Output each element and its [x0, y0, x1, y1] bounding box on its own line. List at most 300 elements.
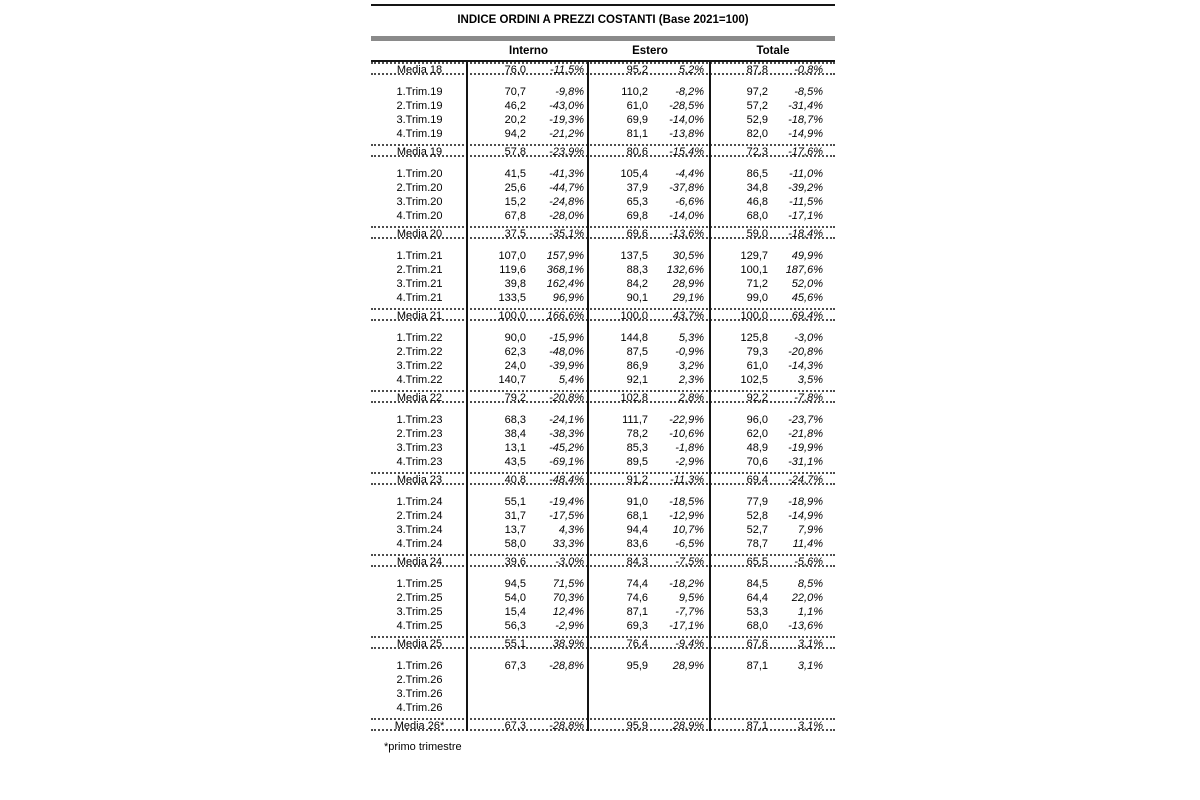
interno-value: 43,5 [504, 456, 526, 468]
quarter-row [371, 195, 835, 209]
estero-pct: 29,1% [672, 292, 704, 304]
interno-value: 140,7 [498, 374, 526, 386]
media-row [371, 226, 835, 239]
row-label: 1.Trim.26 [396, 660, 443, 672]
estero-pct: -18,2% [669, 578, 704, 590]
estero-pct: 3,2% [678, 360, 704, 372]
totale-value: 79,3 [746, 346, 768, 358]
totale-pct: -7,8% [794, 392, 823, 404]
quarter-row [371, 127, 835, 141]
orders-index-table [371, 4, 835, 753]
interno-value [468, 673, 526, 687]
interno-value: 76,0 [504, 64, 526, 76]
interno-value [468, 687, 526, 701]
totale-pct: 7,9% [797, 524, 823, 536]
row-label: 2.Trim.20 [396, 182, 443, 194]
row-label: 4.Trim.22 [396, 374, 443, 386]
interno-pct: -44,7% [549, 182, 584, 194]
quarter-row [371, 509, 835, 523]
row-label: 3.Trim.24 [396, 524, 443, 536]
media-row [371, 390, 835, 403]
estero-pct: -13,8% [669, 128, 704, 140]
totale-value: 87,1 [746, 720, 768, 732]
quarter-row [371, 673, 835, 687]
row-label: 4.Trim.25 [396, 620, 443, 632]
interno-value: 67,8 [504, 210, 526, 222]
interno-value: 13,7 [504, 524, 526, 536]
estero-pct [648, 673, 711, 687]
quarter-row [371, 413, 835, 427]
interno-pct [526, 701, 589, 715]
row-label: Media 20 [396, 228, 443, 240]
footnote: *primo trimestre [384, 741, 462, 753]
totale-value: 52,8 [746, 510, 768, 522]
estero-pct: 30,5% [672, 250, 704, 262]
estero-value: 89,5 [626, 456, 648, 468]
totale-pct: -21,8% [788, 428, 823, 440]
totale-value: 65,5 [746, 556, 768, 568]
totale-pct: 187,6% [785, 264, 823, 276]
estero-value: 87,1 [626, 606, 648, 618]
quarter-row [371, 263, 835, 277]
estero-pct [648, 687, 711, 701]
interno-value: 24,0 [504, 360, 526, 372]
estero-pct: -28,5% [669, 100, 704, 112]
interno-value: 70,7 [504, 86, 526, 98]
totale-value [711, 701, 768, 715]
quarter-row [371, 181, 835, 195]
row-label: 3.Trim.26 [396, 688, 443, 700]
quarter-row [371, 441, 835, 455]
interno-pct: 368,1% [546, 264, 584, 276]
totale-value: 78,7 [746, 538, 768, 550]
quarter-row [371, 523, 835, 537]
totale-value: 97,2 [746, 86, 768, 98]
interno-pct: -21,2% [549, 128, 584, 140]
estero-value: 137,5 [620, 250, 648, 262]
row-label: 1.Trim.19 [396, 86, 443, 98]
estero-value: 84,3 [626, 556, 648, 568]
interno-pct: -38,3% [549, 428, 584, 440]
totale-value: 69,4 [746, 474, 768, 486]
totale-pct [768, 701, 835, 715]
totale-pct: 45,6% [791, 292, 823, 304]
row-label: 3.Trim.20 [396, 196, 443, 208]
interno-value [468, 701, 526, 715]
row-label: 2.Trim.25 [396, 592, 443, 604]
column-header-interno: Interno [509, 44, 548, 57]
interno-pct: 12,4% [552, 606, 584, 618]
totale-pct: -17,6% [788, 146, 823, 158]
estero-pct: 5,2% [678, 64, 704, 76]
estero-pct: 2,3% [678, 374, 704, 386]
totale-pct: -31,4% [788, 100, 823, 112]
totale-pct: -18,7% [788, 114, 823, 126]
totale-pct: -14,9% [788, 510, 823, 522]
quarter-row [371, 455, 835, 469]
estero-value [589, 701, 648, 715]
media-row [371, 636, 835, 649]
interno-pct: -48,0% [549, 346, 584, 358]
estero-pct: -10,6% [669, 428, 704, 440]
interno-pct: -20,8% [549, 392, 584, 404]
estero-value: 85,3 [626, 442, 648, 454]
quarter-row [371, 495, 835, 509]
totale-value: 67,6 [746, 638, 768, 650]
totale-value: 92,2 [746, 392, 768, 404]
interno-pct: -19,3% [549, 114, 584, 126]
interno-pct: -45,2% [549, 442, 584, 454]
quarter-row [371, 659, 835, 673]
row-label: 1.Trim.22 [396, 332, 443, 344]
totale-pct: 49,9% [791, 250, 823, 262]
totale-value: 125,8 [740, 332, 768, 344]
estero-pct: 9,5% [678, 592, 704, 604]
interno-pct: 157,9% [546, 250, 584, 262]
quarter-row [371, 577, 835, 591]
totale-value: 59,0 [746, 228, 768, 240]
interno-value: 58,0 [504, 538, 526, 550]
totale-pct: -18,9% [788, 496, 823, 508]
quarter-row [371, 99, 835, 113]
row-label: 4.Trim.20 [396, 210, 443, 222]
interno-pct: -15,9% [549, 332, 584, 344]
quarter-row [371, 209, 835, 223]
estero-pct: -7,7% [675, 606, 704, 618]
interno-pct: -24,1% [549, 414, 584, 426]
estero-pct: 2,8% [678, 392, 704, 404]
row-label: 2.Trim.26 [396, 674, 443, 686]
report-title: INDICE ORDINI A PREZZI COSTANTI (Base 2021=100) [457, 14, 749, 26]
totale-value: 57,2 [746, 100, 768, 112]
totale-pct: -8,5% [794, 86, 823, 98]
row-label: Media 22 [396, 392, 443, 404]
estero-value: 69,9 [626, 114, 648, 126]
column-headers [371, 41, 835, 60]
estero-value: 61,0 [626, 100, 648, 112]
interno-pct: 162,4% [546, 278, 584, 290]
interno-value: 15,2 [504, 196, 526, 208]
quarter-row [371, 619, 835, 633]
quarter-row [371, 591, 835, 605]
interno-value: 55,1 [504, 496, 526, 508]
row-label: 4.Trim.19 [396, 128, 443, 140]
interno-value: 79,2 [504, 392, 526, 404]
interno-value: 25,6 [504, 182, 526, 194]
interno-pct: -28,8% [549, 660, 584, 672]
quarter-row [371, 167, 835, 181]
interno-pct: 166,6% [546, 310, 584, 322]
estero-value: 74,4 [626, 578, 648, 590]
interno-pct [526, 687, 589, 701]
totale-value: 52,9 [746, 114, 768, 126]
interno-value: 40,8 [504, 474, 526, 486]
interno-pct: -23,9% [549, 146, 584, 158]
quarter-row [371, 249, 835, 263]
row-label: 4.Trim.26 [396, 702, 443, 714]
interno-value: 90,0 [504, 332, 526, 344]
totale-pct: -24,7% [788, 474, 823, 486]
interno-value: 67,3 [504, 660, 526, 672]
media-row [371, 62, 835, 75]
table-body [371, 60, 835, 731]
estero-value: 91,0 [626, 496, 648, 508]
quarter-row [371, 701, 835, 715]
totale-value: 46,8 [746, 196, 768, 208]
row-label: Media 19 [396, 146, 443, 158]
estero-value: 100,0 [620, 310, 648, 322]
row-label: 2.Trim.21 [396, 264, 443, 276]
totale-pct [768, 687, 835, 701]
row-label: Media 26* [394, 720, 445, 732]
interno-value: 55,1 [504, 638, 526, 650]
estero-value: 76,4 [626, 638, 648, 650]
totale-pct: -14,3% [788, 360, 823, 372]
totale-value: 53,3 [746, 606, 768, 618]
interno-value: 13,1 [504, 442, 526, 454]
interno-value: 107,0 [498, 250, 526, 262]
quarter-row [371, 277, 835, 291]
interno-pct: 96,9% [552, 292, 584, 304]
estero-pct: -17,1% [669, 620, 704, 632]
estero-pct: 28,9% [672, 278, 704, 290]
estero-pct: 28,9% [672, 660, 704, 672]
interno-pct: -3,0% [555, 556, 584, 568]
estero-pct: -1,8% [675, 442, 704, 454]
estero-value: 84,2 [626, 278, 648, 290]
interno-value: 94,2 [504, 128, 526, 140]
interno-value: 39,8 [504, 278, 526, 290]
media-row [371, 472, 835, 485]
estero-value: 90,1 [626, 292, 648, 304]
interno-value: 67,3 [504, 720, 526, 732]
interno-value: 68,3 [504, 414, 526, 426]
estero-value: 69,3 [626, 620, 648, 632]
estero-value: 95,9 [626, 720, 648, 732]
row-label: 2.Trim.24 [396, 510, 443, 522]
estero-pct: 5,3% [678, 332, 704, 344]
interno-pct: -39,9% [549, 360, 584, 372]
estero-value: 110,2 [621, 86, 648, 98]
estero-pct: -13,6% [669, 228, 704, 240]
quarter-row [371, 113, 835, 127]
estero-pct: -0,9% [675, 346, 704, 358]
estero-value: 37,9 [626, 182, 648, 194]
estero-value: 83,6 [626, 538, 648, 550]
estero-pct: -14,0% [669, 114, 704, 126]
interno-pct: -9,8% [555, 86, 584, 98]
interno-value: 54,0 [504, 592, 526, 604]
row-label: 2.Trim.23 [396, 428, 443, 440]
interno-value: 57,8 [504, 146, 526, 158]
row-label: Media 18 [396, 64, 443, 76]
quarter-row [371, 85, 835, 99]
estero-pct: 43,7% [672, 310, 704, 322]
interno-pct: -69,1% [549, 456, 584, 468]
estero-pct: -22,9% [669, 414, 704, 426]
row-label: Media 25 [396, 638, 443, 650]
estero-value: 65,3 [626, 196, 648, 208]
estero-value [589, 687, 648, 701]
interno-value: 38,4 [504, 428, 526, 440]
column-divider-3 [709, 62, 711, 731]
totale-value: 70,6 [746, 456, 768, 468]
estero-pct [648, 701, 711, 715]
totale-pct: 3,1% [797, 720, 823, 732]
estero-value: 94,4 [626, 524, 648, 536]
totale-value: 86,5 [746, 168, 768, 180]
quarter-row [371, 427, 835, 441]
interno-pct: -28,0% [549, 210, 584, 222]
estero-pct: -12,9% [669, 510, 704, 522]
totale-value [711, 673, 768, 687]
totale-value: 52,7 [746, 524, 768, 536]
interno-value: 31,7 [504, 510, 526, 522]
estero-pct: -6,6% [675, 196, 704, 208]
interno-pct: -28,8% [549, 720, 584, 732]
totale-value: 100,0 [740, 310, 768, 322]
estero-value: 80,6 [626, 146, 648, 158]
quarter-row [371, 605, 835, 619]
estero-value: 92,1 [626, 374, 648, 386]
estero-pct: -9,4% [675, 638, 704, 650]
quarter-row [371, 345, 835, 359]
totale-pct: 22,0% [791, 592, 823, 604]
estero-pct: -11,3% [669, 474, 704, 486]
totale-value: 87,1 [746, 660, 768, 672]
totale-pct: 8,5% [797, 578, 823, 590]
estero-pct: -14,0% [669, 210, 704, 222]
row-label: 1.Trim.23 [396, 414, 443, 426]
totale-pct: -14,9% [788, 128, 823, 140]
totale-value: 99,0 [746, 292, 768, 304]
interno-value: 133,5 [498, 292, 526, 304]
totale-pct: 3,5% [797, 374, 823, 386]
interno-pct: 5,4% [558, 374, 584, 386]
totale-value: 64,4 [746, 592, 768, 604]
interno-pct: 38,9% [552, 638, 584, 650]
totale-value: 77,9 [746, 496, 768, 508]
totale-value: 129,7 [740, 250, 768, 262]
column-divider-1 [466, 62, 468, 731]
quarter-row [371, 537, 835, 551]
totale-value: 68,0 [746, 210, 768, 222]
row-label: Media 24 [396, 556, 443, 568]
estero-value [589, 673, 648, 687]
interno-pct: -35,1% [549, 228, 584, 240]
estero-value: 87,5 [626, 346, 648, 358]
totale-pct: -3,0% [794, 332, 823, 344]
totale-value [711, 687, 768, 701]
totale-pct: 3,1% [797, 660, 823, 672]
totale-pct: 1,1% [797, 606, 823, 618]
estero-pct: -6,5% [675, 538, 704, 550]
interno-pct: 33,3% [552, 538, 584, 550]
totale-pct: -23,7% [788, 414, 823, 426]
row-label: 2.Trim.19 [396, 100, 443, 112]
totale-pct: 69,4% [791, 310, 823, 322]
totale-value: 62,0 [746, 428, 768, 440]
quarter-row [371, 687, 835, 701]
estero-value: 78,2 [626, 428, 648, 440]
totale-pct: -39,2% [788, 182, 823, 194]
totale-value: 100,1 [740, 264, 768, 276]
row-label: Media 23 [396, 474, 443, 486]
row-label: 3.Trim.22 [396, 360, 443, 372]
totale-value: 34,8 [746, 182, 768, 194]
row-label: 3.Trim.21 [396, 278, 443, 290]
interno-pct: -43,0% [549, 100, 584, 112]
column-divider-2 [587, 62, 589, 731]
media-row [371, 144, 835, 157]
row-label: 1.Trim.20 [396, 168, 443, 180]
totale-value: 84,5 [746, 578, 768, 590]
interno-value: 100,0 [498, 310, 526, 322]
interno-pct: -48,4% [549, 474, 584, 486]
interno-pct: -11,5% [549, 64, 584, 76]
totale-value: 48,9 [746, 442, 768, 454]
estero-value: 69,8 [626, 210, 648, 222]
row-label: 1.Trim.25 [396, 578, 443, 590]
estero-value: 88,3 [626, 264, 648, 276]
totale-value: 102,5 [740, 374, 768, 386]
estero-pct: -4,4% [675, 168, 704, 180]
totale-value: 82,0 [746, 128, 768, 140]
row-label: 4.Trim.21 [396, 292, 443, 304]
row-label: 1.Trim.24 [396, 496, 443, 508]
row-label: 4.Trim.24 [396, 538, 443, 550]
estero-value: 95,2 [626, 64, 648, 76]
interno-pct [526, 673, 589, 687]
estero-value: 95,9 [626, 660, 648, 672]
interno-value: 41,5 [504, 168, 526, 180]
totale-pct: -11,0% [788, 168, 823, 180]
estero-value: 102,8 [620, 392, 648, 404]
quarter-row [371, 331, 835, 345]
quarter-row [371, 359, 835, 373]
estero-pct: -15,4% [669, 146, 704, 158]
estero-pct: 10,7% [672, 524, 704, 536]
row-label: 3.Trim.25 [396, 606, 443, 618]
totale-value: 71,2 [746, 278, 768, 290]
estero-value: 91,2 [626, 474, 648, 486]
row-label: Media 21 [396, 310, 443, 322]
estero-pct: 132,6% [666, 264, 704, 276]
totale-pct: -0,8% [794, 64, 823, 76]
row-label: 4.Trim.23 [396, 456, 443, 468]
estero-value: 111,7 [622, 414, 648, 426]
estero-value: 68,1 [626, 510, 648, 522]
estero-value: 74,6 [626, 592, 648, 604]
quarter-row [371, 373, 835, 387]
estero-pct: -7,5% [675, 556, 704, 568]
interno-pct: -17,5% [549, 510, 584, 522]
interno-pct: -19,4% [549, 496, 584, 508]
totale-pct: -18,4% [788, 228, 823, 240]
totale-pct: -5,6% [794, 556, 823, 568]
interno-value: 46,2 [504, 100, 526, 112]
totale-pct: 52,0% [791, 278, 823, 290]
totale-pct: 11,4% [792, 538, 823, 550]
totale-value: 96,0 [746, 414, 768, 426]
totale-pct: -31,1% [788, 456, 823, 468]
column-header-totale: Totale [756, 44, 790, 57]
interno-pct: -41,3% [549, 168, 584, 180]
quarter-row [371, 291, 835, 305]
row-label: 2.Trim.22 [396, 346, 443, 358]
totale-pct [768, 673, 835, 687]
totale-pct: -13,6% [788, 620, 823, 632]
